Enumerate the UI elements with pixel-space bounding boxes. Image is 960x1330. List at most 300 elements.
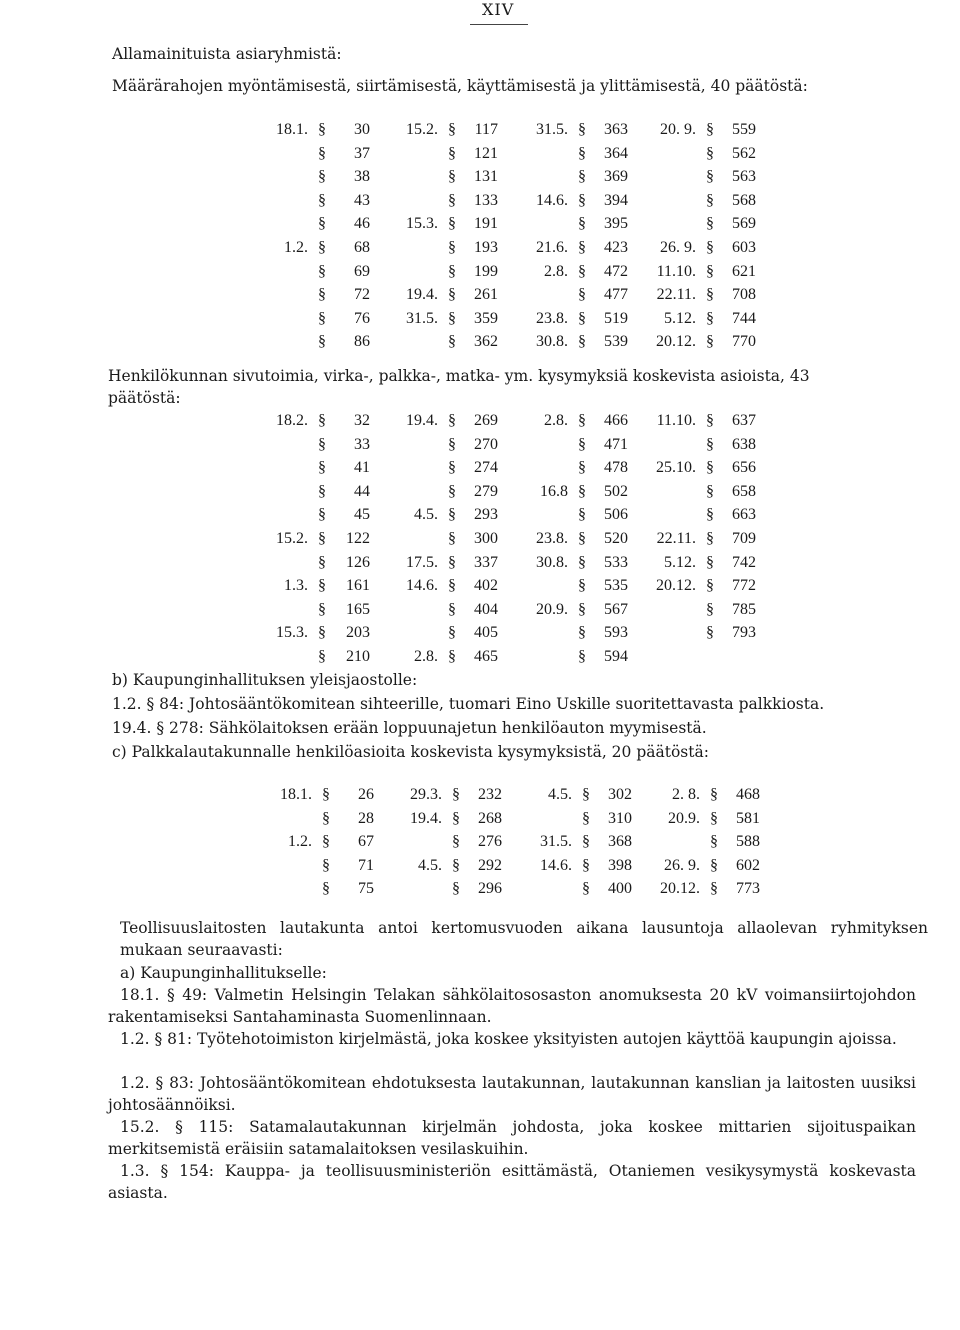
- section-sign: §: [448, 262, 456, 280]
- section-number: 656: [732, 459, 756, 477]
- decision-date: [258, 551, 314, 575]
- section-number: 567: [604, 600, 628, 618]
- section-number: 400: [608, 880, 632, 898]
- section-sign: §: [706, 286, 714, 304]
- section-b-item-1: 1.2. § 84: Johtosääntökomitean sihteerille, tuomari Eino Uskille suoritettavasta palkkiosta.: [112, 695, 825, 713]
- decision-date: [258, 142, 314, 166]
- decision-date: [258, 503, 314, 527]
- decision-date: 4.5.: [418, 856, 442, 874]
- section-sign: §: [448, 333, 456, 351]
- decision-date: [640, 142, 702, 166]
- section-number: 199: [474, 262, 498, 280]
- section-sign: §: [318, 624, 326, 642]
- section-number: 122: [346, 529, 370, 547]
- section-number: 472: [604, 262, 628, 280]
- section-sign: §: [710, 809, 718, 827]
- section-sign: §: [706, 459, 714, 477]
- section-number: 363: [604, 121, 628, 138]
- section-number: 293: [474, 506, 498, 524]
- section-sign: §: [448, 435, 456, 453]
- section-sign: §: [706, 121, 714, 138]
- section-sign: §: [322, 786, 330, 803]
- page-number-rule: [470, 24, 528, 25]
- section-sign: §: [582, 786, 590, 803]
- section-number: 210: [346, 647, 370, 665]
- section-sign: §: [710, 786, 718, 803]
- decision-table-3: [262, 783, 772, 901]
- section-sign: §: [706, 435, 714, 453]
- section-number: 203: [346, 624, 370, 642]
- decision-date: [514, 807, 578, 831]
- decision-date: 1.2.: [284, 238, 308, 256]
- table-row: [258, 527, 768, 551]
- decision-date: 5.12.: [664, 309, 696, 327]
- section-b-item-2: 19.4. § 278: Sähkölaitoksen erään loppuunajetun henkilöauton myymisestä.: [112, 719, 707, 737]
- decision-date: [640, 165, 702, 189]
- decision-date: [386, 877, 448, 901]
- table-row: [258, 456, 768, 480]
- decision-date: [382, 456, 444, 480]
- decision-table-2: [258, 409, 768, 669]
- teollisuus-item: 1.2. § 81: Työtehotoimiston kirjelmästä, joka koskee yksityisten autojen käyttöä kaupungin ajoissa.: [120, 1030, 897, 1048]
- decision-date: [382, 236, 444, 260]
- decision-date: 2. 8.: [672, 786, 700, 803]
- intro-line: Määrärahojen myöntämisestä, siirtämisestä, käyttämisestä ja ylittämisestä, 40 päätöstä:: [112, 77, 808, 95]
- section-number: 279: [474, 482, 498, 500]
- table-row: [258, 645, 768, 669]
- decision-date: 1.3.: [284, 577, 308, 595]
- decision-date: 15.3.: [406, 215, 438, 233]
- section-sign: §: [578, 238, 586, 256]
- section-sign: §: [578, 286, 586, 304]
- section-sign: §: [318, 459, 326, 477]
- decision-date: [382, 189, 444, 213]
- table-row: [258, 330, 768, 354]
- section-number: 637: [732, 412, 756, 429]
- section-sign: §: [318, 412, 326, 429]
- section-sign: §: [452, 786, 460, 803]
- table-row: [258, 409, 768, 433]
- section-sign: §: [448, 600, 456, 618]
- section-number: 468: [736, 786, 760, 803]
- section-sign: §: [578, 168, 586, 186]
- section-sign: §: [318, 529, 326, 547]
- section-sign: §: [706, 577, 714, 595]
- section-number: 477: [604, 286, 628, 304]
- section-number: 292: [478, 856, 502, 874]
- section-number: 26: [358, 786, 374, 803]
- section-sign: §: [578, 191, 586, 209]
- section-sign: §: [448, 168, 456, 186]
- teollisuus-intro: Teollisuuslaitosten lautakunta antoi kertomusvuoden aikana lausuntoja allaolevan ryhmityksen mukaan seuraavasti:: [120, 919, 928, 959]
- section-sign: §: [318, 553, 326, 571]
- section-sign: §: [448, 215, 456, 233]
- decision-date: [382, 598, 444, 622]
- section-sign: §: [318, 309, 326, 327]
- section-sign: §: [318, 647, 326, 665]
- section-number: 274: [474, 459, 498, 477]
- section-number: 161: [346, 577, 370, 595]
- section-number: 296: [478, 880, 502, 898]
- section-number: 773: [736, 880, 760, 898]
- decision-date: 2.8.: [544, 412, 568, 429]
- table-row: [258, 480, 768, 504]
- section-number: 502: [604, 482, 628, 500]
- section-number: 131: [474, 168, 498, 186]
- section-sign: §: [448, 144, 456, 162]
- section-sign: §: [578, 435, 586, 453]
- section-sign: §: [318, 215, 326, 233]
- decision-date: [510, 212, 574, 236]
- section-number: 310: [608, 809, 632, 827]
- decision-date: [382, 527, 444, 551]
- section-sign: §: [448, 238, 456, 256]
- section-number: 395: [604, 215, 628, 233]
- intro-heading: Allamainituista asiaryhmistä:: [112, 45, 342, 63]
- section-sign: §: [582, 880, 590, 898]
- section-number: 602: [736, 856, 760, 874]
- section-sign: §: [578, 262, 586, 280]
- section-sign: §: [582, 856, 590, 874]
- section-sign: §: [318, 286, 326, 304]
- section-number: 368: [608, 833, 632, 851]
- table-row: [258, 142, 768, 166]
- decision-date: [258, 456, 314, 480]
- decision-date: [510, 574, 574, 598]
- decision-date: [258, 433, 314, 457]
- section-sign: §: [706, 600, 714, 618]
- section-sign: §: [578, 553, 586, 571]
- decision-date: 1.2.: [288, 833, 312, 851]
- decision-date: 11.10.: [656, 412, 696, 429]
- section-number: 772: [732, 577, 756, 595]
- section-sign: §: [318, 168, 326, 186]
- decision-date: [258, 260, 314, 284]
- decision-date: 20.9.: [668, 809, 700, 827]
- decision-date: [514, 877, 578, 901]
- decision-date: 18.2.: [276, 412, 308, 429]
- decision-date: 21.6.: [536, 238, 568, 256]
- section-number: 539: [604, 333, 628, 351]
- decision-date: [258, 480, 314, 504]
- section-sign: §: [706, 215, 714, 233]
- table-row: [258, 212, 768, 236]
- section-sign: §: [706, 262, 714, 280]
- section-sign: §: [448, 412, 456, 429]
- section-number: 269: [474, 412, 498, 429]
- section-number: 38: [354, 168, 370, 186]
- decision-date: [644, 830, 706, 854]
- section-number: 33: [354, 435, 370, 453]
- decision-date: 14.6.: [406, 577, 438, 595]
- decision-date: [258, 165, 314, 189]
- section-sign: §: [706, 191, 714, 209]
- decision-date: [258, 645, 314, 669]
- section-sign: §: [318, 600, 326, 618]
- table-row: [258, 260, 768, 284]
- section-sign: §: [318, 482, 326, 500]
- decision-date: 22.11.: [656, 286, 696, 304]
- section-number: 465: [474, 647, 498, 665]
- decision-date: 30.8.: [536, 333, 568, 351]
- section-number: 405: [474, 624, 498, 642]
- decision-date: [382, 330, 444, 354]
- table-row: [258, 621, 768, 645]
- section-number: 32: [354, 412, 370, 429]
- section-number: 268: [478, 809, 502, 827]
- decision-date: 23.8.: [536, 309, 568, 327]
- section-number: 261: [474, 286, 498, 304]
- decision-date: [382, 260, 444, 284]
- decision-date: [640, 189, 702, 213]
- decision-date: [640, 503, 702, 527]
- page-number: XIV: [482, 0, 515, 19]
- section-sign: §: [578, 215, 586, 233]
- section-sign: §: [448, 506, 456, 524]
- decision-date: [258, 307, 314, 331]
- section-number: 594: [604, 647, 628, 665]
- section-sign: §: [448, 529, 456, 547]
- decision-date: [258, 212, 314, 236]
- decision-date: 30.8.: [536, 553, 568, 571]
- section-sign: §: [452, 856, 460, 874]
- section-number: 72: [354, 286, 370, 304]
- section-sign: §: [706, 506, 714, 524]
- decision-date: [510, 621, 574, 645]
- decision-date: 29.3.: [410, 786, 442, 803]
- section-number: 300: [474, 529, 498, 547]
- section-sign: §: [448, 647, 456, 665]
- section-number: 593: [604, 624, 628, 642]
- section2-line2: päätöstä:: [108, 389, 181, 407]
- section-sign: §: [322, 856, 330, 874]
- decision-date: 17.5.: [406, 553, 438, 571]
- section-number: 46: [354, 215, 370, 233]
- table-row: [262, 854, 772, 878]
- section-number: 708: [732, 286, 756, 304]
- teollisuus-item: 15.2. § 115: Satamalautakunnan kirjelmän johdosta, joka koskee mittarien sijoituspaikan merkitsemistä eräisiin satamalaitoksen vesilaskuihin.: [108, 1118, 916, 1158]
- section-sign: §: [706, 553, 714, 571]
- decision-date: 26. 9.: [660, 238, 696, 256]
- decision-date: 31.5.: [540, 833, 572, 851]
- section-sign: §: [706, 412, 714, 429]
- section-sign: §: [322, 833, 330, 851]
- section-number: 663: [732, 506, 756, 524]
- section-number: 569: [732, 215, 756, 233]
- decision-date: [262, 877, 318, 901]
- section-number: 126: [346, 553, 370, 571]
- decision-date: [640, 621, 702, 645]
- section-sign: §: [318, 144, 326, 162]
- section-number: 133: [474, 191, 498, 209]
- section-sign: §: [452, 833, 460, 851]
- section-number: 165: [346, 600, 370, 618]
- section-number: 559: [732, 121, 756, 138]
- section-number: 45: [354, 506, 370, 524]
- section-number: 709: [732, 529, 756, 547]
- decision-date: 16.8: [540, 482, 568, 500]
- section-number: 193: [474, 238, 498, 256]
- section-number: 466: [604, 412, 628, 429]
- decision-date: 2.8.: [544, 262, 568, 280]
- decision-date: [382, 621, 444, 645]
- section-number: 28: [358, 809, 374, 827]
- section-sign: §: [578, 506, 586, 524]
- table-row: [258, 189, 768, 213]
- decision-date: [640, 433, 702, 457]
- decision-date: 15.2.: [276, 529, 308, 547]
- section-number: 121: [474, 144, 498, 162]
- table-row: [262, 783, 772, 807]
- section-number: 71: [358, 856, 374, 874]
- section-sign: §: [578, 333, 586, 351]
- section-b-heading: b) Kaupunginhallituksen yleisjaostolle:: [112, 671, 418, 689]
- section-sign: §: [582, 833, 590, 851]
- section-sign: §: [706, 144, 714, 162]
- section-sign: §: [706, 309, 714, 327]
- section-sign: §: [318, 506, 326, 524]
- section-sign: §: [710, 880, 718, 898]
- section-number: 369: [604, 168, 628, 186]
- section-number: 302: [608, 786, 632, 803]
- section-number: [718, 645, 768, 669]
- section-number: 75: [358, 880, 374, 898]
- section-number: 43: [354, 191, 370, 209]
- section-number: 68: [354, 238, 370, 256]
- section-sign: §: [318, 238, 326, 256]
- section-sign: §: [578, 624, 586, 642]
- section-sign: §: [318, 191, 326, 209]
- decision-date: 26. 9.: [664, 856, 700, 874]
- decision-date: [640, 480, 702, 504]
- section-number: 76: [354, 309, 370, 327]
- section-sign: §: [448, 553, 456, 571]
- decision-date: 19.4.: [406, 286, 438, 304]
- decision-date: [382, 480, 444, 504]
- decision-date: 18.1.: [276, 121, 308, 138]
- section-sign: §: [448, 309, 456, 327]
- section-number: 364: [604, 144, 628, 162]
- decision-date: [262, 807, 318, 831]
- teollisuus-item: 1.3. § 154: Kauppa- ja teollisuusministeriön esittämästä, Otaniemen vesikysymystä koskevasta asiasta.: [108, 1162, 916, 1202]
- section-number: 44: [354, 482, 370, 500]
- decision-date: [510, 283, 574, 307]
- section-number: 362: [474, 333, 498, 351]
- section-sign: §: [706, 168, 714, 186]
- decision-date: [510, 645, 574, 669]
- decision-date: [510, 503, 574, 527]
- section-sign: §: [578, 647, 586, 665]
- decision-date: [258, 189, 314, 213]
- decision-date: 31.5.: [536, 121, 568, 138]
- section-number: 471: [604, 435, 628, 453]
- table-row: [258, 503, 768, 527]
- section-number: 563: [732, 168, 756, 186]
- decision-date: [382, 433, 444, 457]
- section-number: 520: [604, 529, 628, 547]
- table-row: [258, 283, 768, 307]
- section-sign: §: [452, 809, 460, 827]
- decision-date: 31.5.: [406, 309, 438, 327]
- decision-date: [510, 142, 574, 166]
- section-number: 621: [732, 262, 756, 280]
- table-row: [258, 433, 768, 457]
- section-number: 398: [608, 856, 632, 874]
- section-number: 69: [354, 262, 370, 280]
- section-sign: §: [318, 121, 326, 138]
- section-number: 232: [478, 786, 502, 803]
- decision-date: 2.8.: [414, 647, 438, 665]
- section-number: 276: [478, 833, 502, 851]
- table-row: [258, 551, 768, 575]
- decision-date: [258, 598, 314, 622]
- decision-date: 15.2.: [406, 121, 438, 138]
- decision-date: 19.4.: [406, 412, 438, 429]
- section-sign: §: [578, 309, 586, 327]
- section2-line1: Henkilökunnan sivutoimia, virka-, palkka-, matka- ym. kysymyksiä koskevista asioista, 43: [108, 367, 810, 385]
- section-sign: §: [448, 459, 456, 477]
- section-sign: §: [578, 482, 586, 500]
- section-sign: §: [318, 577, 326, 595]
- section-number: 394: [604, 191, 628, 209]
- section-number: 658: [732, 482, 756, 500]
- section-number: 37: [354, 144, 370, 162]
- section-sign: §: [578, 529, 586, 547]
- section-sign: §: [706, 529, 714, 547]
- decision-date: 14.6.: [540, 856, 572, 874]
- section-number: 742: [732, 553, 756, 571]
- section-sign: §: [448, 286, 456, 304]
- section-number: 793: [732, 624, 756, 642]
- decision-date: 20. 9.: [660, 121, 696, 138]
- decision-date: [382, 142, 444, 166]
- section-sign: §: [706, 482, 714, 500]
- section-number: 402: [474, 577, 498, 595]
- table-row: [262, 830, 772, 854]
- section-sign: §: [578, 600, 586, 618]
- decision-date: 20.12.: [656, 333, 696, 351]
- table-row: [262, 807, 772, 831]
- section-sign: §: [710, 833, 718, 851]
- section-sign: §: [448, 482, 456, 500]
- decision-date: 4.5.: [548, 786, 572, 803]
- section-number: 519: [604, 309, 628, 327]
- decision-date: [510, 433, 574, 457]
- section-number: 506: [604, 506, 628, 524]
- section-sign: §: [578, 412, 586, 429]
- section-number: 270: [474, 435, 498, 453]
- decision-date: 23.8.: [536, 529, 568, 547]
- section-number: 30: [354, 121, 370, 138]
- decision-date: 18.1.: [280, 786, 312, 803]
- table-row: [258, 165, 768, 189]
- section-number: 535: [604, 577, 628, 595]
- section-sign: [702, 645, 718, 669]
- section-number: 117: [474, 121, 498, 138]
- decision-date: 20.12.: [660, 880, 700, 898]
- decision-date: [382, 165, 444, 189]
- section-sign: §: [706, 238, 714, 256]
- section-number: 86: [354, 333, 370, 351]
- table-row: [258, 236, 768, 260]
- decision-date: 20.12.: [656, 577, 696, 595]
- section-number: 478: [604, 459, 628, 477]
- section-sign: §: [710, 856, 718, 874]
- section-sign: §: [322, 880, 330, 898]
- section-number: 770: [732, 333, 756, 351]
- decision-date: 15.3.: [276, 624, 308, 642]
- section-sign: §: [318, 262, 326, 280]
